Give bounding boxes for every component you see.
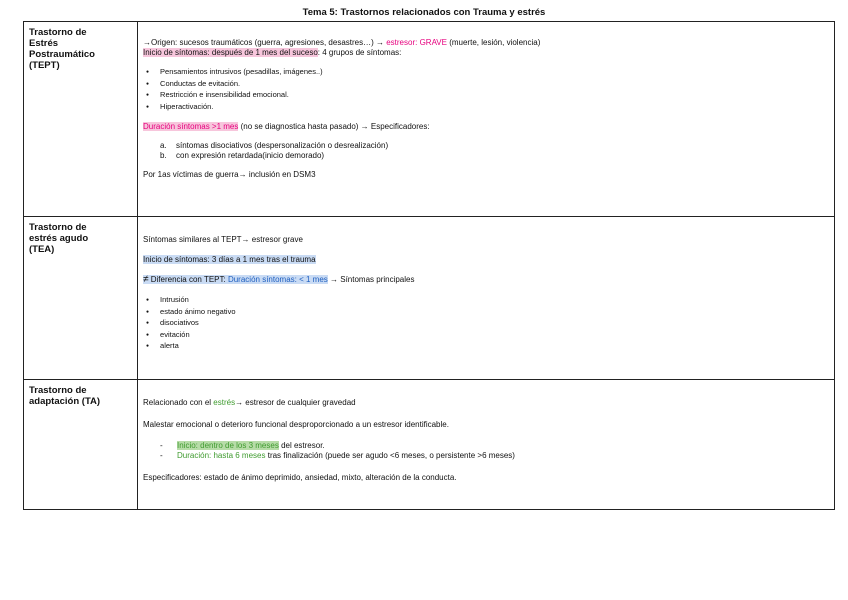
tea-diff-prefix: Diferencia con TEPT: <box>148 275 228 284</box>
tept-onset-suffix: : 4 grupos de síntomas: <box>317 48 402 57</box>
list-item <box>162 151 834 161</box>
ta-item-highlight: Duración: hasta 6 meses <box>177 451 266 460</box>
ta-line1-highlight: estrés <box>213 398 236 407</box>
tea-diff-highlight: Duración síntomas: < 1 mes <box>227 275 328 284</box>
tept-heading-line: Trastorno de <box>29 27 87 38</box>
tept-heading-line: (TEPT) <box>29 60 60 71</box>
list-item: ● Conductas de evitación. <box>162 79 834 91</box>
tept-duration-highlight: Duración síntomas >1 mes <box>143 122 239 131</box>
tea-diff-box <box>143 275 328 284</box>
tea-onset-line <box>143 255 834 265</box>
tept-heading <box>24 22 138 217</box>
tept-onset-line <box>143 48 834 58</box>
list-item: ● Pensamientos intrusivos (pesadillas, imágenes..) <box>162 67 834 79</box>
ta-line1-suffix: → estresor de cualquier gravedad <box>235 398 356 407</box>
tept-specifier-list <box>143 141 834 161</box>
tea-onset-highlight: Inicio de síntomas: 3 días a 1 mes tras el trauma <box>143 255 316 264</box>
ta-heading <box>24 380 138 510</box>
ta-line2: Malestar emocional o deterioro funcional desproporcionado a un estresor identificable. <box>143 420 449 429</box>
list-marker: b. <box>160 151 167 160</box>
ta-item-highlight: Inicio: dentro de los 3 meses <box>177 441 279 450</box>
table-row-ta <box>24 380 835 510</box>
tea-heading <box>24 217 138 380</box>
list-item: ● disociativos <box>162 318 834 330</box>
not-equal-symbol: ≠ <box>143 274 149 285</box>
tept-content <box>138 22 835 217</box>
tept-footer: Por 1as víctimas de guerra→ inclusión en DSM3 <box>143 170 316 179</box>
list-item: ● alerta <box>162 341 834 353</box>
list-item <box>162 141 834 151</box>
tea-diff-suffix: → Síntomas principales <box>327 275 415 284</box>
tea-content <box>138 217 835 380</box>
ta-heading-line: Trastorno de <box>29 385 87 396</box>
list-item: ● Hiperactivación. <box>162 102 834 114</box>
disorders-table <box>23 21 835 510</box>
ta-footer: Especificadores: estado de ánimo deprimido, ansiedad, mixto, alteración de la conducta. <box>143 473 457 482</box>
list-item: ● estado ánimo negativo <box>162 307 834 319</box>
ta-content <box>138 380 835 510</box>
tept-duration-line <box>143 122 834 132</box>
ta-item-text: del estresor. <box>278 441 325 450</box>
ta-heading-line: adaptación (TA) <box>29 396 101 407</box>
list-item: ● evitación <box>162 330 834 342</box>
document-title: Tema 5: Trastornos relacionados con Trauma y estrés <box>302 7 546 18</box>
tept-heading-line: Postraumático <box>29 49 95 60</box>
tept-duration-suffix: (no se diagnostica hasta pasado) → Especificadores: <box>238 122 430 131</box>
tept-origin-suffix: (muerte, lesión, violencia) <box>446 38 541 47</box>
ta-line1 <box>143 398 834 408</box>
tea-heading-line: estrés agudo <box>29 233 89 244</box>
tept-origin-line <box>143 38 834 48</box>
tea-line1: Síntomas similares al TEPT→ estresor grave <box>143 235 303 244</box>
list-item: ● Restricción e insensibilidad emocional. <box>162 90 834 102</box>
tea-heading-line: Trastorno de <box>29 222 87 233</box>
list-item-text: síntomas disociativos (despersonalización o desrealización) <box>176 141 389 150</box>
ta-item-text: tras finalización (puede ser agudo <6 meses, o persistente >6 meses) <box>265 451 515 460</box>
list-marker: a. <box>160 141 167 150</box>
list-item: ● Intrusión <box>162 295 834 307</box>
tept-onset-highlight: Inicio de síntomas: después de 1 mes del suceso <box>143 48 318 57</box>
list-item <box>162 441 834 451</box>
tea-symptom-list <box>143 295 834 353</box>
table-row-tept <box>24 22 835 217</box>
tea-heading-line: (TEA) <box>29 244 55 255</box>
tept-symptom-list <box>143 67 834 113</box>
tea-diff-line <box>143 275 834 285</box>
list-marker: - <box>160 451 163 460</box>
list-item <box>162 451 834 461</box>
ta-line1-prefix: Relacionado con el <box>143 398 214 407</box>
table-row-tea <box>24 217 835 380</box>
ta-item-list <box>143 441 834 461</box>
tept-heading-line: Estrés <box>29 38 59 49</box>
tept-origin-highlight: estresor: GRAVE <box>386 38 447 47</box>
list-item-text: con expresión retardada(inicio demorado) <box>176 151 325 160</box>
tept-origin-prefix: →Origen: sucesos traumáticos (guerra, agresiones, desastres…) → <box>143 38 387 47</box>
list-marker: - <box>160 441 163 450</box>
